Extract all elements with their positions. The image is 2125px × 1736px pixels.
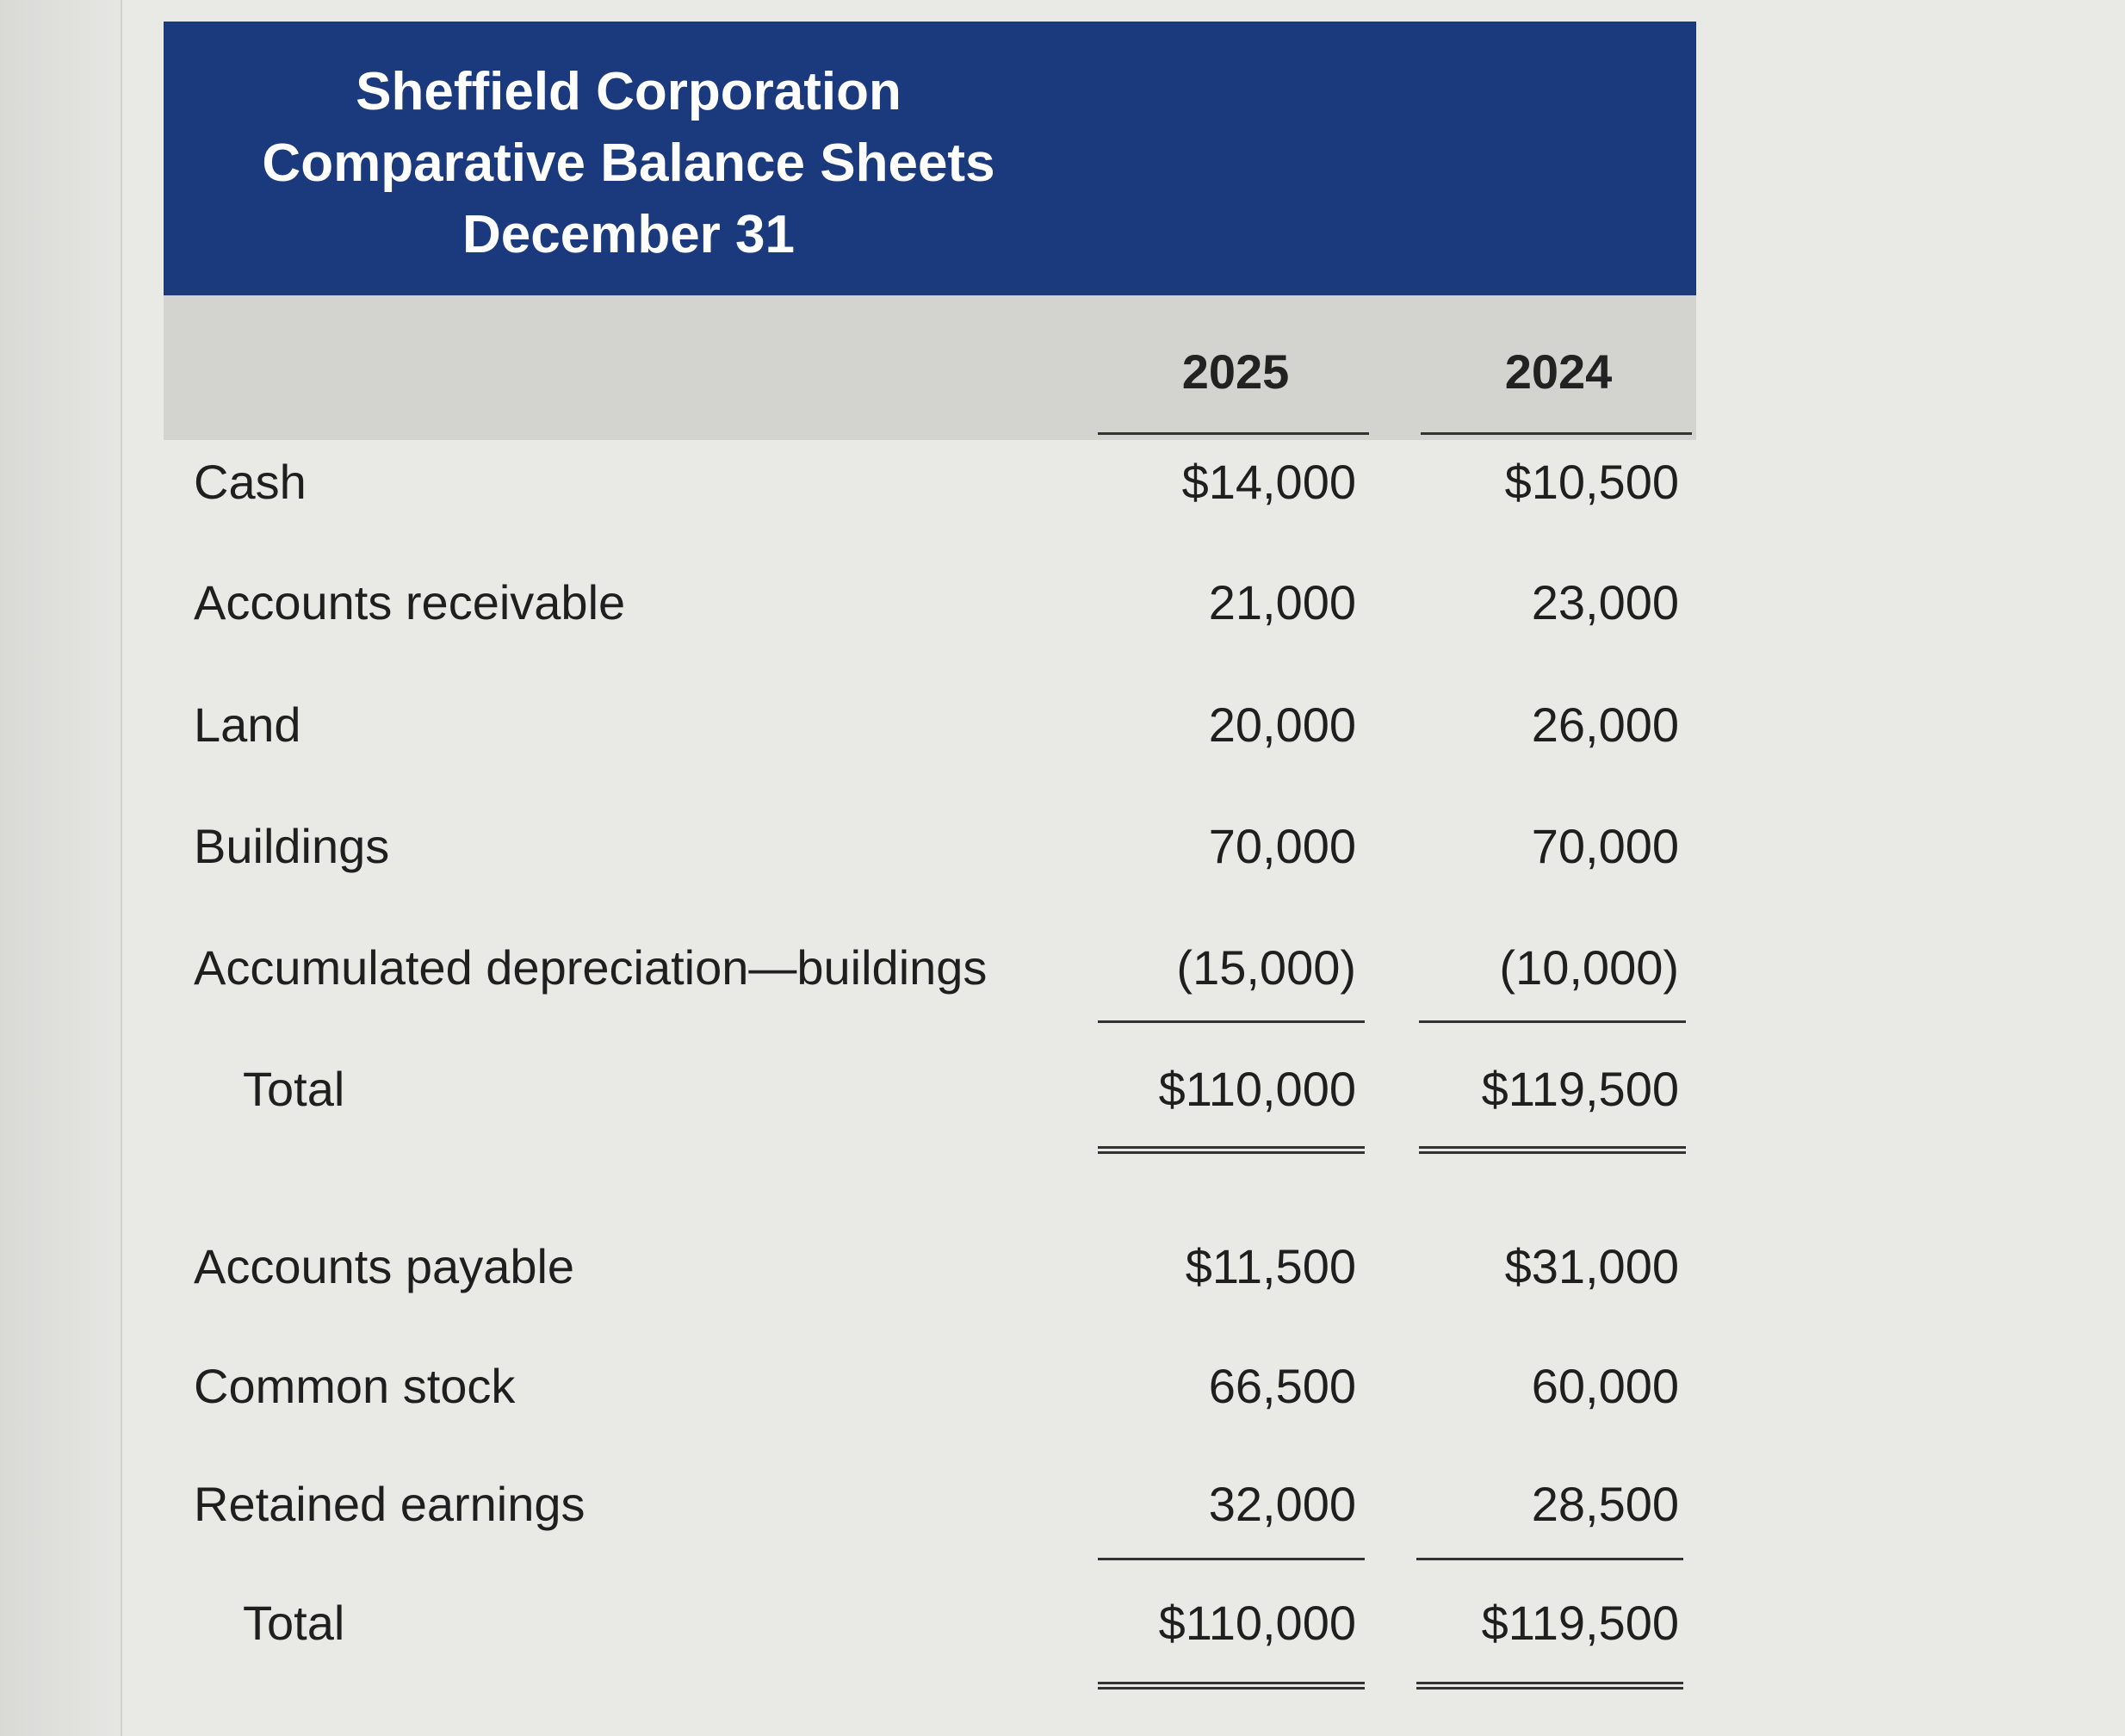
statement-header	[164, 22, 1696, 295]
value-2024: 26,000	[1531, 698, 1679, 752]
header-underline-2025	[1098, 432, 1369, 435]
header-underline-2024	[1421, 432, 1692, 435]
row-label: Total	[243, 1596, 345, 1650]
total-double-rule-2024	[1416, 1682, 1683, 1690]
subtotal-rule-2025	[1098, 1020, 1365, 1023]
table-row-common-stock	[164, 1348, 1696, 1425]
value-2025: 20,000	[1208, 698, 1356, 752]
value-2024: $119,500	[1481, 1596, 1679, 1650]
value-2025: 70,000	[1208, 819, 1356, 873]
row-label: Accumulated depreciation—buildings	[194, 940, 988, 995]
value-2025: $110,000	[1158, 1596, 1356, 1650]
value-2025: (15,000)	[1176, 940, 1356, 995]
value-2024: 60,000	[1531, 1359, 1679, 1413]
row-label: Accounts payable	[194, 1239, 575, 1293]
column-header-2025: 2025	[1181, 344, 1290, 399]
row-label: Land	[194, 698, 301, 752]
value-2024: 28,500	[1531, 1477, 1679, 1531]
value-2025: 32,000	[1208, 1477, 1356, 1531]
value-2025: $14,000	[1181, 455, 1356, 509]
subtotal-rule-2024	[1416, 1558, 1683, 1560]
column-header-row	[164, 295, 1696, 440]
table-row-accounts-receivable	[164, 564, 1696, 642]
value-2024: $10,500	[1504, 455, 1679, 509]
value-2025: $11,500	[1185, 1239, 1356, 1293]
table-row-accounts-payable	[164, 1228, 1696, 1305]
table-row-land	[164, 686, 1696, 764]
total-double-rule-2025	[1098, 1682, 1365, 1690]
value-2024: (10,000)	[1499, 940, 1679, 995]
subtotal-rule-2024	[1419, 1020, 1686, 1023]
value-2024: 23,000	[1531, 575, 1679, 629]
row-label: Cash	[194, 455, 307, 509]
company-name: Sheffield Corporation	[356, 62, 901, 121]
value-2024: $119,500	[1481, 1062, 1679, 1116]
table-row-cash	[164, 443, 1696, 521]
table-row-accumulated-depreciation	[164, 929, 1696, 1007]
table-row-assets-total	[164, 1051, 1696, 1128]
row-label: Total	[243, 1062, 345, 1116]
monitor-bezel	[0, 0, 122, 1736]
statement-date: December 31	[462, 205, 796, 264]
value-2024: $31,000	[1504, 1239, 1679, 1293]
total-double-rule-2024	[1419, 1146, 1686, 1154]
table-row-buildings	[164, 808, 1696, 885]
value-2025: $110,000	[1158, 1062, 1356, 1116]
total-double-rule-2025	[1098, 1146, 1365, 1154]
column-header-2024: 2024	[1504, 344, 1613, 399]
table-row-liabilities-equity-total	[164, 1584, 1696, 1662]
row-label: Accounts receivable	[194, 575, 626, 629]
row-label: Common stock	[194, 1359, 516, 1413]
table-row-retained-earnings	[164, 1466, 1696, 1543]
subtotal-rule-2025	[1098, 1558, 1365, 1560]
row-label: Buildings	[194, 819, 390, 873]
statement-title: Comparative Balance Sheets	[262, 133, 995, 193]
row-label: Retained earnings	[194, 1477, 585, 1531]
balance-sheet	[164, 22, 1696, 1736]
value-2025: 66,500	[1208, 1359, 1356, 1413]
value-2024: 70,000	[1531, 819, 1679, 873]
value-2025: 21,000	[1208, 575, 1356, 629]
